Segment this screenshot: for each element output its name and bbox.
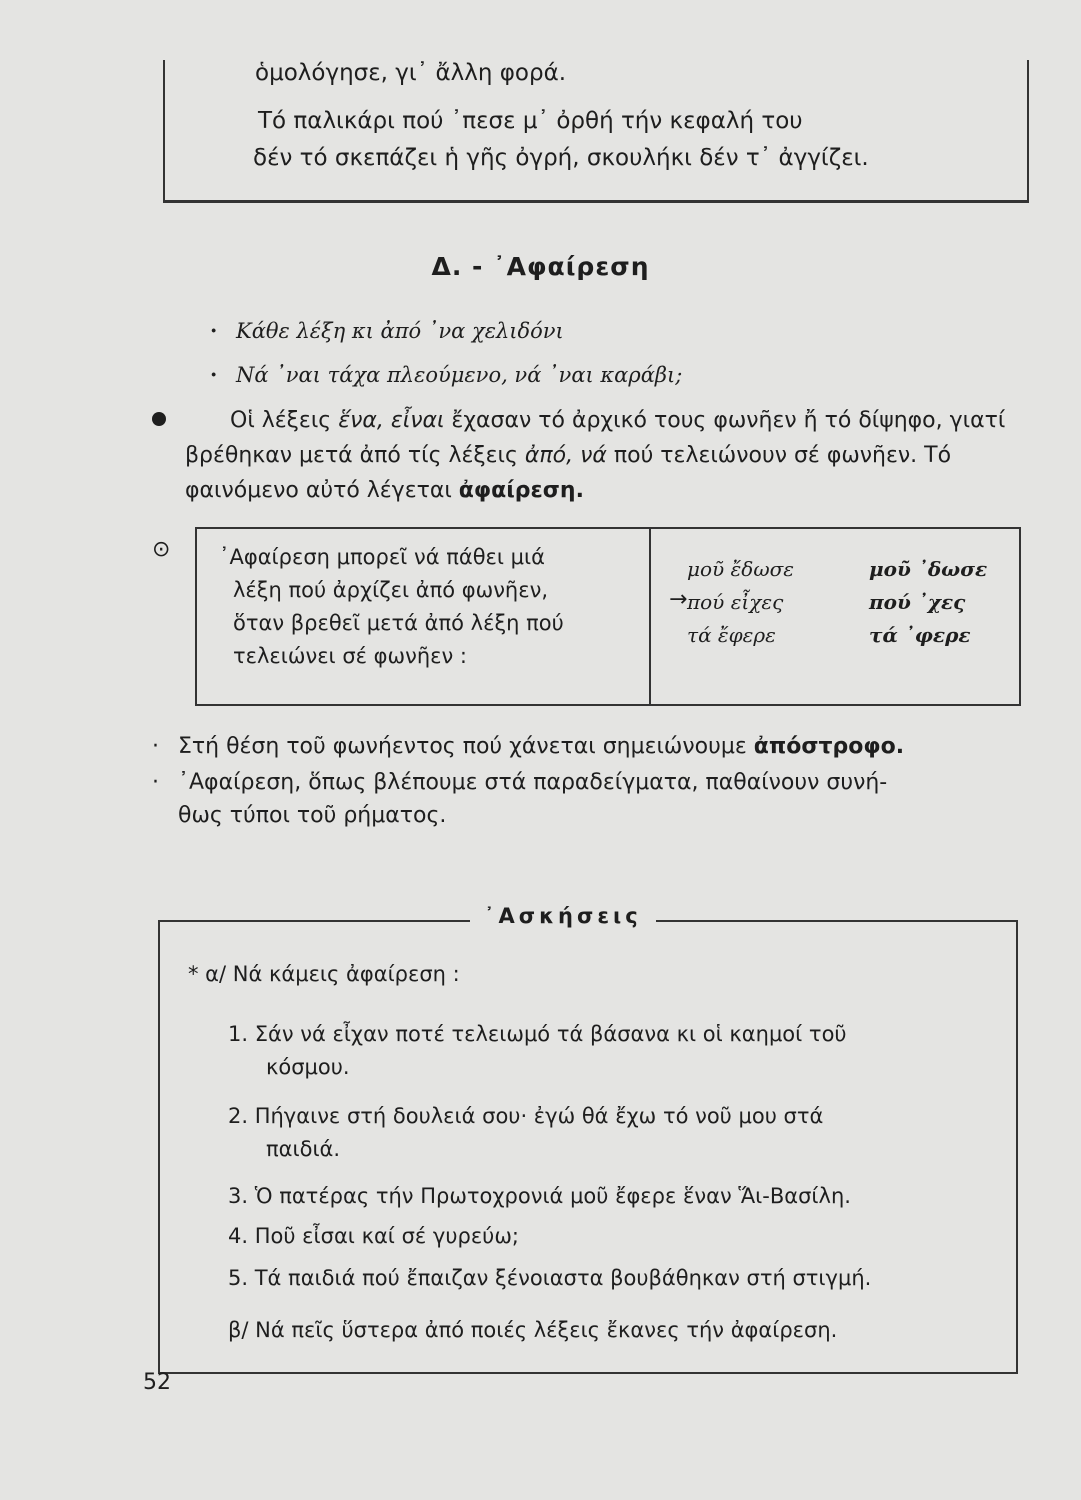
exercise-item: 5. Τά παιδιά πού ἔπαιζαν ξένοιαστα βουβάθηκαν στή στιγμή. [228,1266,872,1290]
section-title: Δ. - ᾽Αφαίρεση [431,252,650,281]
page-number: 52 [143,1370,171,1395]
exercise-item: 1. Σάν νά εἶχαν ποτέ τελειωμό τά βάσανα κι οἱ καημοί τοῦ κόσμου. [228,1022,847,1079]
arrow-right-icon: → [669,587,688,612]
exercise-item: 4. Ποῦ εἶσαι καί σέ γυρεύω; [228,1224,519,1248]
note-verbs: · ᾽Αφαίρεση, ὅπως βλέπουμε στά παραδείγματα, παθαίνουν συνή- θως τύποι τοῦ ρήματος. [152,770,888,828]
exercise-item: 2. Πήγαινε στή δουλειά σου· ἐγώ θά ἔχω τό νοῦ μου στά παιδιά. [228,1104,824,1161]
poem-line-2: Τό παλικάρι πού ᾽πεσε μ᾽ ὀρθή τήν κεφαλή του [258,108,803,134]
rule-text: ᾽Αφαίρεση μπορεῖ νά πάθει μιά λέξη πού ἀρχίζει ἀπό φωνῆεν, ὅταν βρεθεῖ μετά ἀπό λέξη πού τελειώνει σέ φωνῆεν : [219,545,564,668]
target-icon: ⊙ [152,537,171,562]
quote-line-2: · Νά ᾽ναι τάχα πλεούμενο, νά ᾽ναι καράβι; [210,362,683,387]
example-box [195,527,1021,706]
bullet-dot-icon [152,412,166,426]
note-apostrophe: · Στή θέση τοῦ φωνήεντος πού χάνεται σημειώνουμε ἀπόστροφο. [152,734,905,759]
poem-line-1: ὁμολόγησε, γι᾽ ἄλλη φορά. [255,60,567,86]
examples-after: μοῦ ᾽δωσε πού ᾽χες τά ᾽φερε [869,557,988,647]
task-a: * α/ Νά κάμεις ἀφαίρεση : [188,962,460,986]
task-b: β/ Νά πεῖς ὕστερα ἀπό ποιές λέξεις ἔκανες τήν ἀφαίρεση. [228,1318,838,1342]
quote-line-1: · Κάθε λέξη κι ἀπό ᾽να χελιδόνι [210,318,564,343]
exercises-heading: ᾽Ασκήσεις [470,904,656,928]
example-divider [649,529,651,704]
explanation-paragraph: Οἱ λέξεις ἕνα, εἶναι ἔχασαν τό ἀρχικό τους φωνῆεν ἤ τό δίψηφο, γιατί βρέθηκαν μετά ἀπό τίς λέξεις ἀπό, νά πού τελειώνουν σέ φωνῆεν. Τό φαινόμενο αὐτό λέγεται ἀφαίρεση. [185,408,1006,503]
exercise-item: 3. Ὁ πατέρας τήν Πρωτοχρονιά μοῦ ἔφερε ἕναν Ἅι-Βασίλη. [228,1184,851,1208]
poem-line-3: δέν τό σκεπάζει ἡ γῆς ὀγρή, σκουλήκι δέν τ᾽ ἀγγίζει. [253,145,869,171]
examples-before: μοῦ ἔδωσε πού εἶχες τά ἔφερε [687,557,795,647]
